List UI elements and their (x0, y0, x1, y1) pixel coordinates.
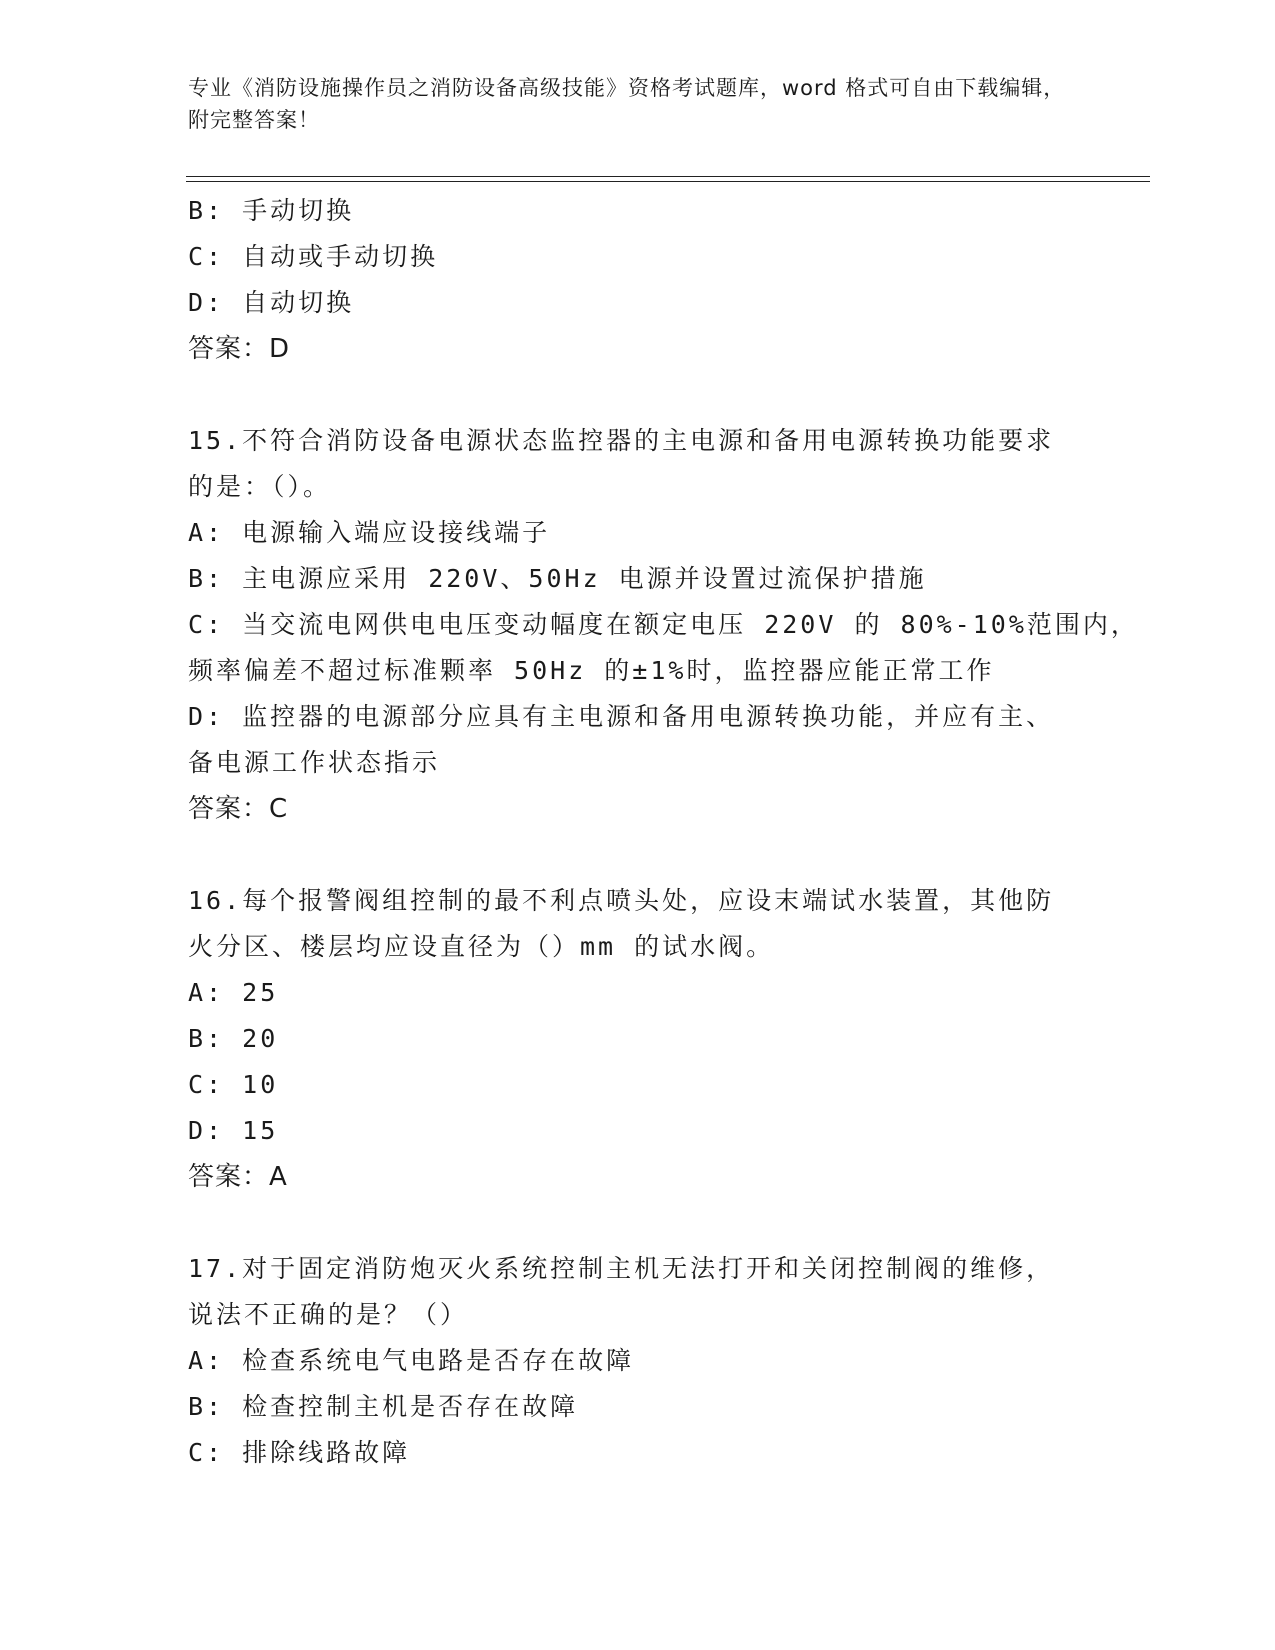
option-line: B: 检查控制主机是否存在故障 (188, 1392, 579, 1421)
option-line: 备电源工作状态指示 (188, 748, 441, 777)
question-stem: 15.不符合消防设备电源状态监控器的主电源和备用电源转换功能要求 (188, 426, 1055, 455)
answer-line: 答案：C (188, 794, 289, 824)
option-line: C: 10 (188, 1070, 279, 1099)
spacer (188, 832, 1088, 878)
question-stem: 的是：（）。 (188, 472, 332, 501)
option-line: C: 自动或手动切换 (188, 242, 439, 271)
option-line: C: 当交流电网供电电压变动幅度在额定电压 220V 的 80%-10%范围内， (188, 610, 1139, 639)
option-line: B: 手动切换 (188, 196, 355, 225)
header-rule-top (186, 176, 1150, 177)
question-stem: 说法不正确的是？（） (188, 1300, 469, 1329)
question-stem: 17.对于固定消防炮灭火系统控制主机无法打开和关闭控制阀的维修， (188, 1254, 1055, 1283)
question-content (188, 188, 1139, 1476)
option-line: A: 电源输入端应设接线端子 (188, 518, 551, 547)
option-line: A: 25 (188, 978, 279, 1007)
option-line: 频率偏差不超过标准颗率 50Hz 的±1%时，监控器应能正常工作 (188, 656, 995, 685)
question-stem: 16.每个报警阀组控制的最不利点喷头处，应设末端试水装置，其他防 (188, 886, 1055, 915)
option-line: A: 检查系统电气电路是否存在故障 (188, 1346, 635, 1375)
question-stem: 火分区、楼层均应设直径为（）mm 的试水阀。 (188, 932, 775, 961)
page-header: 专业《消防设施操作员之消防设备高级技能》资格考试题库，word 格式可自由下载编辑，附完整答案！ (188, 76, 1066, 132)
option-line: B: 主电源应采用 220V、50Hz 电源并设置过流保护措施 (188, 564, 927, 593)
option-line: D: 15 (188, 1116, 279, 1145)
option-line: C: 排除线路故障 (188, 1438, 411, 1467)
spacer (188, 372, 1088, 418)
answer-line: 答案：A (188, 1162, 288, 1192)
spacer (188, 1200, 1088, 1246)
option-line: D: 自动切换 (188, 288, 355, 317)
header-rule-bottom (186, 181, 1150, 182)
option-line: B: 20 (188, 1024, 279, 1053)
answer-line: 答案：D (188, 334, 291, 364)
option-line: D: 监控器的电源部分应具有主电源和备用电源转换功能，并应有主、 (188, 702, 1055, 731)
